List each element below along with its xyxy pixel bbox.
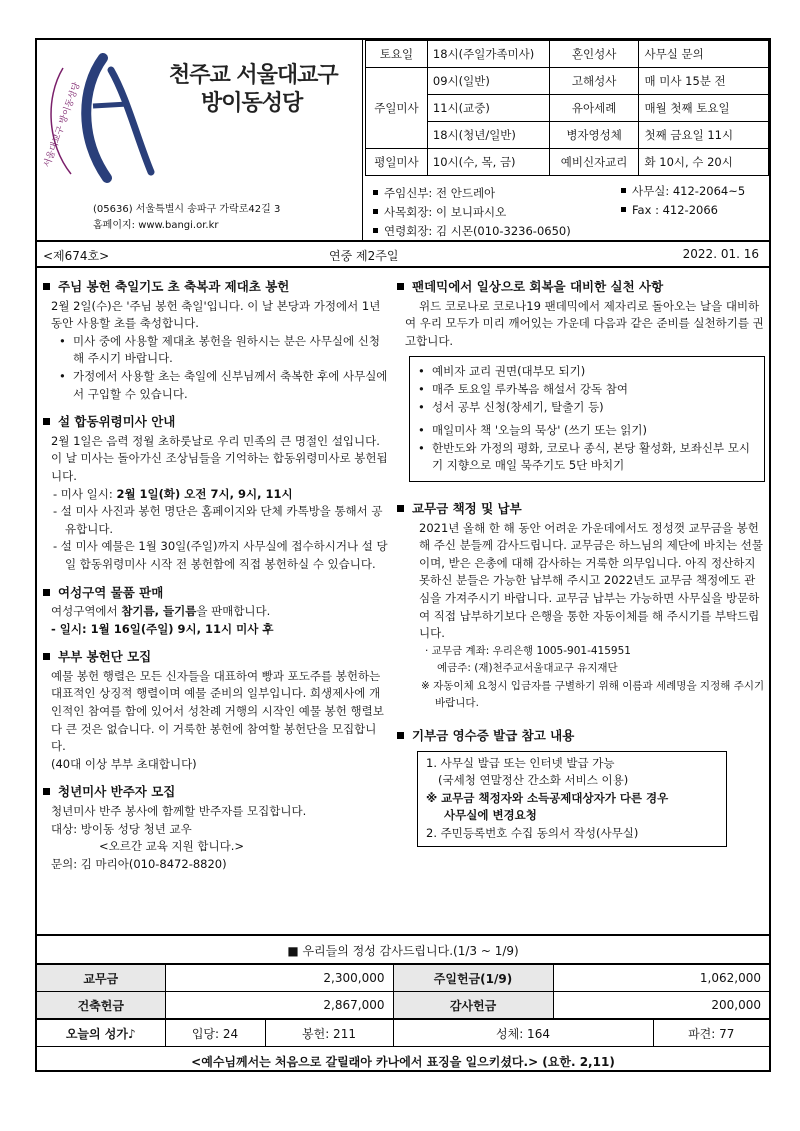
finance-section xyxy=(37,934,769,1075)
account-holder: 예금주: (재)천주교서울대교구 유지재단 xyxy=(437,662,618,675)
section-title: 팬데믹에서 일상으로 회복을 대비한 실천 사항 xyxy=(397,278,765,296)
section-title: 교무금 책정 및 납부 xyxy=(397,500,765,518)
section-title: 여성구역 물품 판매 xyxy=(43,584,388,602)
list-item: • 한반도와 가정의 평화, 코로나 종식, 본당 활성화, 보좌신부 모시기 지향으로 매일 묵주기도 5단 바치기 xyxy=(418,440,756,475)
list-item: 1. 사무실 발급 또는 인터넷 발급 가능 xyxy=(426,755,615,770)
list-item: • 예비자 교리 권면(대부모 되기) xyxy=(418,363,756,381)
address: (05636) 서울특별시 송파구 가락로42길 3 xyxy=(93,204,281,215)
issue-bar xyxy=(37,242,769,268)
church-name-line1: 천주교 서울대교구 xyxy=(169,63,338,88)
schedule-item: 혼인성사 xyxy=(549,41,639,68)
list-item: - 미사 일시: 2월 1일(화) 오전 7시, 9시, 11시 xyxy=(53,486,293,501)
contact-line: Fax : 412-2066 xyxy=(621,201,745,220)
church-logo-icon xyxy=(41,48,161,188)
notice-tithe xyxy=(397,500,765,713)
logo-area xyxy=(37,40,363,242)
notice-sale xyxy=(43,584,388,639)
schedule-label: 평일미사 xyxy=(366,149,428,176)
receipt-box xyxy=(417,751,727,847)
list-item: • 가정에서 사용할 초는 축일에 신부님께서 축복한 후에 사무실에서 구입할 수 있습니다. xyxy=(43,368,388,403)
list-item: • 매일미사 책 '오늘의 묵상' (쓰기 또는 읽기) xyxy=(418,422,756,440)
paragraph: 예물 봉헌 행렬은 모든 신자들을 대표하여 빵과 포도주를 봉헌하는 대표적인 상징적 행렬이며 예물 준비의 일부입니다. 희생제사에 개인적인 참여를 함에 있어서 성찬례 거행의 시작인 예물 봉헌 행렬보다 큰 것은 없습니다. 이 거룩한 봉헌에 참여할 봉헌단을 모집합니다. xyxy=(51,668,384,754)
schedule-time: 09시(일반) xyxy=(427,68,549,95)
hymn-entrance: 입당: 24 xyxy=(165,1020,265,1047)
section-title: 부부 봉헌단 모집 xyxy=(43,648,388,666)
list-item: • 미사 중에 사용할 제대초 봉헌을 원하시는 분은 사무실에 신청해 주시기 바랍니다. xyxy=(43,333,388,368)
finance-label: 교무금 xyxy=(37,965,165,992)
contact-line: 사목회장: 이 보니파시오 xyxy=(373,203,571,222)
hymn-offertory: 봉헌: 211 xyxy=(265,1020,393,1047)
finance-label: 주일헌금(1/9) xyxy=(393,965,553,992)
schedule-detail: 첫째 금요일 11시 xyxy=(639,122,769,149)
practice-list xyxy=(409,356,765,482)
list-item: 사무실에 변경요청 xyxy=(444,808,537,823)
issue-date: 2022. 01. 16 xyxy=(682,247,759,261)
church-name-line2: 방이동성당 xyxy=(201,91,303,116)
paragraph: - 일시: 1월 16일(주일) 9시, 11시 미사 후 xyxy=(51,621,274,636)
list-item: - 설 미사 사진과 봉헌 명단은 홈페이지와 단체 카톡방을 통해서 공유합니다. xyxy=(53,504,383,536)
section-title: 청년미사 반주자 모집 xyxy=(43,783,388,801)
address-block xyxy=(93,202,280,234)
schedule-detail: 사무실 문의 xyxy=(639,41,769,68)
finance-value: 200,000 xyxy=(553,992,769,1019)
section-title: 주님 봉헌 축일기도 초 축복과 제대초 봉헌 xyxy=(43,278,388,296)
hymn-communion: 성체: 164 xyxy=(393,1020,653,1047)
paragraph: 위드 코로나로 코로나19 팬데믹에서 제자리로 돌아오는 날을 대비하여 우리 모두가 미리 깨어있는 가운데 다음과 같은 준비를 실천하기를 권고합니다. xyxy=(405,298,764,348)
finance-value: 2,867,000 xyxy=(165,992,393,1019)
section-title: 설 합동위령미사 안내 xyxy=(43,413,388,431)
finance-table xyxy=(37,964,769,1019)
right-column xyxy=(397,278,765,857)
schedule-detail: 화 10시, 수 20시 xyxy=(639,149,769,176)
schedule-detail: 매월 첫째 토요일 xyxy=(639,95,769,122)
schedule-time: 18시(주일가족미사) xyxy=(427,41,549,68)
finance-label: 감사헌금 xyxy=(393,992,553,1019)
paragraph: 문의: 김 마리아(010-8472-8820) xyxy=(51,856,227,871)
notice-new-year-mass xyxy=(43,413,388,573)
list-item: • 매주 토요일 루카복음 해설서 강독 참여 xyxy=(418,381,756,399)
finance-value: 1,062,000 xyxy=(553,965,769,992)
schedule-label: 토요일 xyxy=(366,41,428,68)
paragraph: 청년미사 반주 봉사에 함께할 반주자를 모집합니다. xyxy=(51,804,307,819)
hymn-dismissal: 파견: 77 xyxy=(653,1020,769,1047)
hymn-table xyxy=(37,1019,769,1047)
schedule-label: 주일미사 xyxy=(366,68,428,149)
list-item: • 성서 공부 신청(창세기, 탈출기 등) xyxy=(418,399,756,417)
notice-candles xyxy=(43,278,388,403)
list-item: - 설 미사 예물은 1월 30일(주일)까지 사무실에 접수하시거나 설 당일 합동위령미사 시작 전 봉헌함에 직접 봉헌하실 수 있습니다. xyxy=(53,539,388,571)
paragraph: 대상: 방이동 성당 청년 교우 xyxy=(51,821,192,836)
homepage: 홈페이지: www.bangi.or.kr xyxy=(93,220,219,231)
mass-schedule-table xyxy=(365,40,769,176)
schedule-item: 병자영성체 xyxy=(549,122,639,149)
schedule-time: 11시(교중) xyxy=(427,95,549,122)
paragraph: 여성구역에서 참기름, 들기름을 판매합니다. xyxy=(51,604,271,619)
list-item: ※ 교무금 책정자와 소득공제대상자가 다른 경우 xyxy=(426,790,669,805)
schedule-item: 유아세례 xyxy=(549,95,639,122)
paragraph: <오르간 교육 지원 합니다.> xyxy=(99,839,244,854)
notice-pandemic xyxy=(397,278,765,482)
list-item: 2. 주민등록번호 수집 동의서 작성(사무실) xyxy=(426,826,639,841)
paragraph: 2021년 올해 한 해 동안 어려운 가운데에서도 정성껏 교무금을 봉헌해 주신 분들께 감사드립니다. 교무금은 하느님의 제단에 바치는 선물이며, 받은 은총에 대해 감사하는 거룩한 의무입니다. 아직 정산하지 못하신 분들은 가능한 납부해 주시고 2022년도 교무금 책정에도 관심을 가져주시기 바랍니다. 교무금 납부는 가능하면 사무실을 방문하여 직접 납부하기보다 은행을 통한 자동이체를 해 주시기를 부탁드립니다. xyxy=(419,520,763,641)
issue-number: <제674호> xyxy=(43,249,110,263)
contact-line: 연령회장: 김 시몬(010-3236-0650) xyxy=(373,222,571,241)
schedule-item: 고해성사 xyxy=(549,68,639,95)
schedule-time: 18시(청년/일반) xyxy=(427,122,549,149)
list-item: (국세청 연말정산 간소화 서비스 이용) xyxy=(438,773,629,788)
hymn-label: 오늘의 성가♪ xyxy=(37,1020,165,1047)
notice-accompanist xyxy=(43,783,388,873)
liturgical-season: 연중 제2주일 xyxy=(329,249,399,263)
notice-offertory-couples xyxy=(43,648,388,773)
note: ※ 자동이체 요청시 입금자를 구별하기 위해 이름과 세례명을 지정해 주시기 바랍니다. xyxy=(421,679,765,710)
contact-line: 사무실: 412-2064~5 xyxy=(621,182,745,201)
paragraph: 2월 1일은 음력 정월 초하룻날로 우리 민족의 큰 명절인 설입니다. 이 날 미사는 돌아가신 조상님들을 기억하는 합동위령미사로 봉헌됩니다. xyxy=(51,433,388,483)
paragraph: 2월 2일(수)은 '주님 봉헌 축일'입니다. 이 날 본당과 가정에서 1년 동안 사용할 초를 축성합니다. xyxy=(51,298,381,331)
header xyxy=(37,40,769,242)
section-title: 기부금 영수증 발급 참고 내용 xyxy=(397,727,765,745)
finance-heading: ■ 우리들의 정성 감사드립니다.(1/3 ~ 1/9) xyxy=(37,936,769,964)
left-column xyxy=(43,278,388,883)
finance-value: 2,300,000 xyxy=(165,965,393,992)
schedule-item: 예비신자교리 xyxy=(549,149,639,176)
bulletin-page xyxy=(35,38,771,1072)
bank-account: · 교무금 계좌: 우리은행 1005-901-415951 xyxy=(425,644,631,657)
schedule-detail: 매 미사 15분 전 xyxy=(639,68,769,95)
notice-receipt xyxy=(397,727,765,847)
svg-text:서울대교구 방이동성당: 서울대교구 방이동성당 xyxy=(42,81,83,170)
paragraph: (40대 이상 부부 초대합니다) xyxy=(51,756,197,771)
schedule-time: 10시(수, 목, 금) xyxy=(427,149,549,176)
contact-info xyxy=(365,176,769,242)
finance-label: 건축헌금 xyxy=(37,992,165,1019)
contact-line: 주임신부: 전 안드레아 xyxy=(373,184,571,203)
gospel-quote: <예수님께서는 처음으로 갈릴래아 카나에서 표징을 일으키셨다.> (요한. 2,11) xyxy=(191,1055,615,1069)
